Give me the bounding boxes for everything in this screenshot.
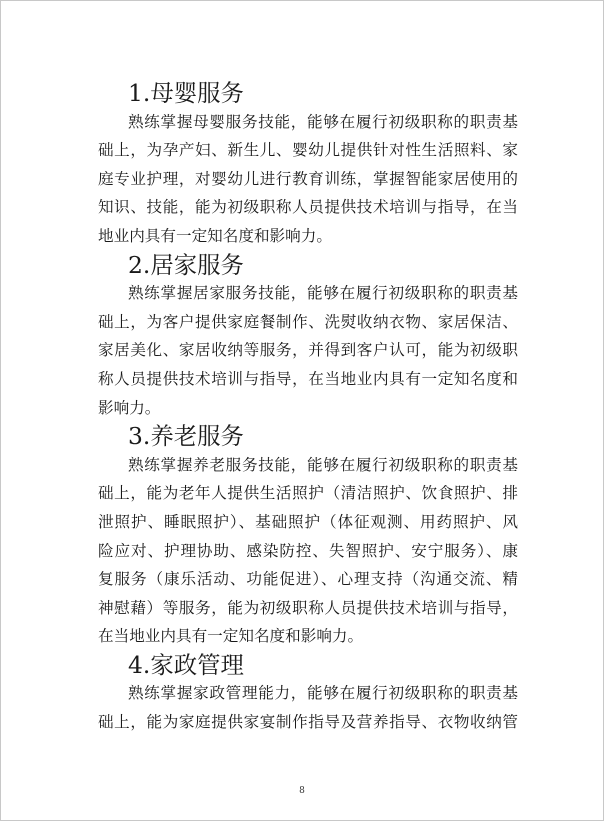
section-paragraph: [98, 279, 518, 422]
section-heading: 2.居家服务: [128, 250, 244, 279]
paragraph-line: 熟练掌握养老服务技能，能够在履行初级职称的职责基: [128, 455, 518, 474]
page-number: 8: [299, 786, 305, 796]
section-maternal-infant-service: [98, 79, 518, 251]
paragraph-line: 熟练掌握母婴服务技能，能够在履行初级职称的职责基: [128, 112, 518, 131]
paragraph-line: 知识、技能，能为初级职称人员提供技术培训与指导，在当: [98, 198, 518, 217]
paragraph-line: 神慰藉）等服务，能为初级职称人员提供技术培训与指导，: [98, 598, 518, 617]
paragraph-line: 泄照护、睡眠照护）、基础照护（体征观测、用药照护、风: [98, 512, 518, 531]
paragraph-line: 地业内具有一定知名度和影响力。: [98, 226, 332, 245]
paragraph-line: 险应对、护理协助、感染防控、失智照护、安宁服务）、康: [98, 541, 518, 560]
paragraph-line: 影响力。: [98, 398, 161, 417]
section-paragraph: [98, 451, 518, 651]
paragraph-line: 础上，能为家庭提供家宴制作指导及营养指导、衣物收纳管: [98, 713, 518, 732]
paragraph-line: 称人员提供技术培训与指导，在当地业内具有一定知名度和: [98, 369, 518, 388]
paragraph-line: 础上，为孕产妇、新生儿、婴幼儿提供针对性生活照料、家: [98, 141, 518, 160]
section-paragraph: [98, 679, 518, 736]
paragraph-line: 复服务（康乐活动、功能促进）、心理支持（沟通交流、精: [98, 570, 518, 589]
document-body: [98, 79, 518, 737]
section-heading: 4.家政管理: [128, 650, 244, 679]
paragraph-line: 础上，能为老年人提供生活照护（清洁照护、饮食照护、排: [98, 484, 518, 503]
paragraph-line: 熟练掌握居家服务技能，能够在履行初级职称的职责基: [128, 284, 518, 303]
paragraph-line: 庭专业护理，对婴幼儿进行教育训练，掌握智能家居使用的: [98, 169, 518, 188]
section-elderly-care-service: [98, 422, 518, 651]
paragraph-line: 熟练掌握家政管理能力，能够在履行初级职称的职责基: [128, 684, 518, 703]
section-heading: 3.养老服务: [128, 422, 244, 451]
section-home-service: [98, 251, 518, 423]
paragraph-line: 家居美化、家居收纳等服务，并得到客户认可，能为初级职: [98, 341, 518, 360]
section-housekeeping-management: [98, 651, 518, 737]
paragraph-line: 在当地业内具有一定知名度和影响力。: [98, 627, 364, 646]
paragraph-line: 础上，为客户提供家庭餐制作、洗熨收纳衣物、家居保洁、: [98, 312, 518, 331]
section-heading: 1.母婴服务: [128, 79, 244, 107]
section-paragraph: [98, 108, 518, 251]
